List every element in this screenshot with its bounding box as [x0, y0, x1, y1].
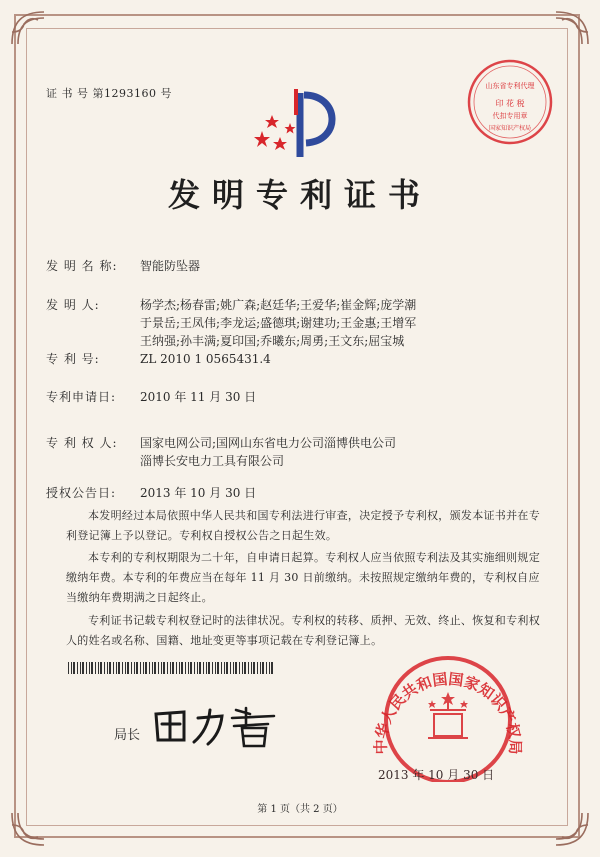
svg-text:印 花 税: 印 花 税	[495, 99, 525, 108]
patent-number-field	[46, 350, 271, 368]
svg-text:代扣专用章: 代扣专用章	[492, 112, 528, 120]
corner-ornament-icon	[8, 8, 48, 48]
page-title: 发明专利证书	[167, 176, 432, 214]
filing-date-field	[46, 388, 257, 406]
patent-office-logo-icon	[250, 85, 345, 165]
inventors-line-1: 杨学杰;杨春雷;姚广森;赵廷华;王爱华;崔金辉;庞学潮	[140, 298, 417, 312]
stamp-date: 2013 年 10 月 30 日	[378, 768, 495, 782]
patentee-label: 专 利 权 人:	[46, 436, 118, 450]
patentee-line-2: 淄博长安电力工具有限公司	[140, 454, 285, 468]
grant-date-field	[46, 484, 257, 502]
grant-date-value: 2013 年 10 月 30 日	[140, 486, 257, 500]
corner-ornament-icon	[552, 809, 592, 849]
inventors-line-3: 王纳强;孙丰满;夏印国;乔曦东;周勇;王文东;屈宝城	[140, 334, 405, 348]
invention-name-field	[46, 257, 201, 275]
paragraph-3: 专利证书记载专利权登记时的法律状况。专利权的转移、质押、无效、终止、恢复和专利权人的姓名或名称、国籍、地址变更等事项记载在专利登记簿上。	[66, 614, 540, 647]
barcode	[68, 662, 273, 674]
svg-text:国家知识产权局: 国家知识产权局	[488, 125, 532, 132]
director-signature	[150, 700, 290, 750]
filing-date-value: 2010 年 11 月 30 日	[140, 390, 257, 404]
paragraph-2: 本专利的专利权期限为二十年，自申请日起算。专利权人应当依照专利法及其实施细则规定缴纳年费。本专利的年费应当在每年 11 月 30 日前缴纳。未按照规定缴纳年费的，专利权自应当缴纳年费期满之日起终止。	[66, 551, 540, 604]
patentee-line-1: 国家电网公司;国网山东省电力公司淄博供电公司	[140, 436, 397, 450]
invention-name-label: 发 明 名 称:	[46, 259, 118, 273]
paragraph-1: 本发明经过本局依照中华人民共和国专利法进行审查，决定授予专利权，颁发本证书并在专利登记簿上予以登记。专利权自授权公告之日起生效。	[66, 509, 540, 542]
invention-name-value: 智能防坠器	[140, 259, 201, 273]
inventors-label: 发 明 人:	[46, 298, 100, 312]
corner-ornament-icon	[8, 809, 48, 849]
inventors-field	[46, 296, 417, 314]
corner-ornament-icon	[552, 8, 592, 48]
svg-text:山东省专利代理: 山东省专利代理	[485, 82, 535, 90]
director-label: 局长	[114, 728, 141, 743]
tax-seal-stamp	[466, 58, 554, 146]
grant-date-label: 授权公告日:	[46, 486, 117, 500]
patent-number-label: 专 利 号:	[46, 352, 100, 366]
patent-number-value: ZL 2010 1 0565431.4	[140, 352, 271, 366]
filing-date-label: 专利申请日:	[46, 390, 117, 404]
certificate-number: 证 书 号 第1293160 号	[46, 87, 172, 100]
national-ip-office-seal	[368, 652, 528, 782]
svg-text:中华人民共和国国家知识产权局: 中华人民共和国国家知识产权局	[371, 670, 525, 755]
page-number: 第 1 页（共 2 页）	[257, 804, 343, 815]
patentee-field	[46, 434, 397, 452]
inventors-line-2: 于景岳;王凤伟;李龙运;盛德琪;谢建功;王金惠;王增军	[140, 316, 417, 330]
